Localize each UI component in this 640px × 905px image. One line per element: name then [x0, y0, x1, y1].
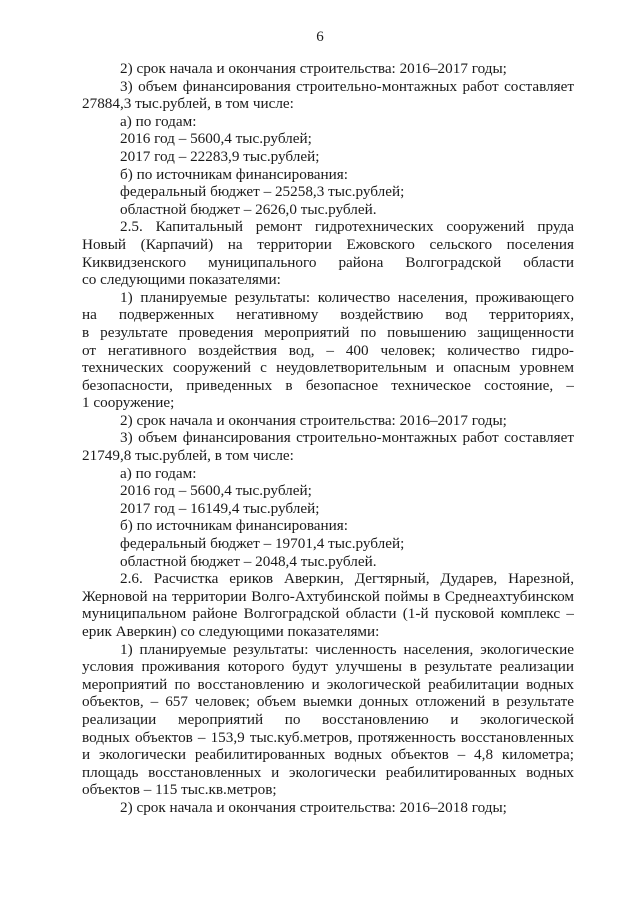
text-line: Киквидзенского муниципального района Волгоградской области: [82, 253, 574, 271]
text-line: технических сооружений с неудовлетворительным и опасным уровнем: [82, 359, 574, 377]
text-line: Новый (Карпачий) на территории Ежовского сельского поселения: [82, 235, 574, 253]
text-line: реализации мероприятий по восстановлению и экологической: [82, 710, 574, 728]
text-line: 2) срок начала и окончания строительства: 2016–2018 годы;: [120, 798, 507, 816]
text-line: областной бюджет – 2048,4 тыс.рублей.: [120, 552, 377, 570]
text-line: 2) срок начала и окончания строительства: 2016–2017 годы;: [120, 411, 507, 429]
text-line: 2016 год – 5600,4 тыс.рублей;: [120, 130, 312, 148]
text-line: и экологически реабилитированных водных объектов – 4,8 километра;: [82, 746, 574, 764]
text-line: объектов, – 657 человек; объем выемки донных отложений в результате: [82, 693, 574, 711]
text-line: а) по годам:: [120, 112, 197, 130]
text-line: 2.5. Капитальный ремонт гидротехнических сооружений пруда: [120, 218, 574, 236]
text-line: 2) срок начала и окончания строительства: 2016–2017 годы;: [120, 60, 507, 77]
text-line: мероприятий по восстановлению и экологической реабилитации водных: [82, 675, 574, 693]
text-line: федеральный бюджет – 19701,4 тыс.рублей;: [120, 535, 405, 553]
document-body: [82, 60, 574, 817]
text-line: областной бюджет – 2626,0 тыс.рублей.: [120, 200, 377, 218]
text-line: б) по источникам финансирования:: [120, 517, 348, 535]
text-line: 1) планируемые результаты: количество населения, проживающего: [120, 288, 574, 306]
text-line: водных объектов – 153,9 тыс.куб.метров, протяженность восстановленных: [82, 728, 574, 746]
text-line: ерик Аверкин) со следующими показателями:: [82, 623, 380, 640]
text-line: 2017 год – 22283,9 тыс.рублей;: [120, 147, 320, 165]
text-line: 21749,8 тыс.рублей, в том числе:: [82, 447, 294, 465]
text-line: на подверженных негативному воздействию вод территориях,: [82, 306, 574, 324]
text-line: 1) планируемые результаты: численность населения, экологические: [120, 640, 574, 658]
text-line: условия проживания которого будут улучшены в результате реализации: [82, 658, 574, 676]
text-line: от негативного воздействия вод, – 400 человек; количество гидро-: [82, 341, 574, 359]
text-line: 2017 год – 16149,4 тыс.рублей;: [120, 499, 320, 517]
text-line: объектов – 115 тыс.кв.метров;: [82, 781, 277, 799]
text-line: а) по годам:: [120, 464, 197, 482]
text-line: Жерновой на территории Волго-Ахтубинской поймы в Среднеахтубинском: [82, 587, 574, 605]
text-line: площадь восстановленных и экологически реабилитированных водных: [82, 763, 574, 781]
text-line: федеральный бюджет – 25258,3 тыс.рублей;: [120, 183, 405, 201]
text-line: со следующими показателями:: [82, 271, 281, 289]
page-number: 6: [316, 29, 324, 45]
text-line: б) по источникам финансирования:: [120, 165, 348, 183]
text-line: 3) объем финансирования строительно-монтажных работ составляет: [120, 77, 574, 95]
text-line: безопасности, приведенных в безопасное техническое состояние, –: [82, 376, 574, 394]
text-line: 3) объем финансирования строительно-монтажных работ составляет: [120, 429, 574, 447]
text-line: 1 сооружение;: [82, 394, 175, 412]
text-line: 27884,3 тыс.рублей, в том числе:: [82, 95, 294, 113]
text-line: муниципальном районе Волгоградской области (1-й пусковой комплекс –: [82, 605, 574, 623]
text-line: в результате проведения мероприятий по повышению защищенности: [82, 323, 574, 341]
text-line: 2016 год – 5600,4 тыс.рублей;: [120, 482, 312, 500]
text-line: 2.6. Расчистка ериков Аверкин, Дегтярный, Дударев, Нарезной,: [120, 570, 574, 588]
